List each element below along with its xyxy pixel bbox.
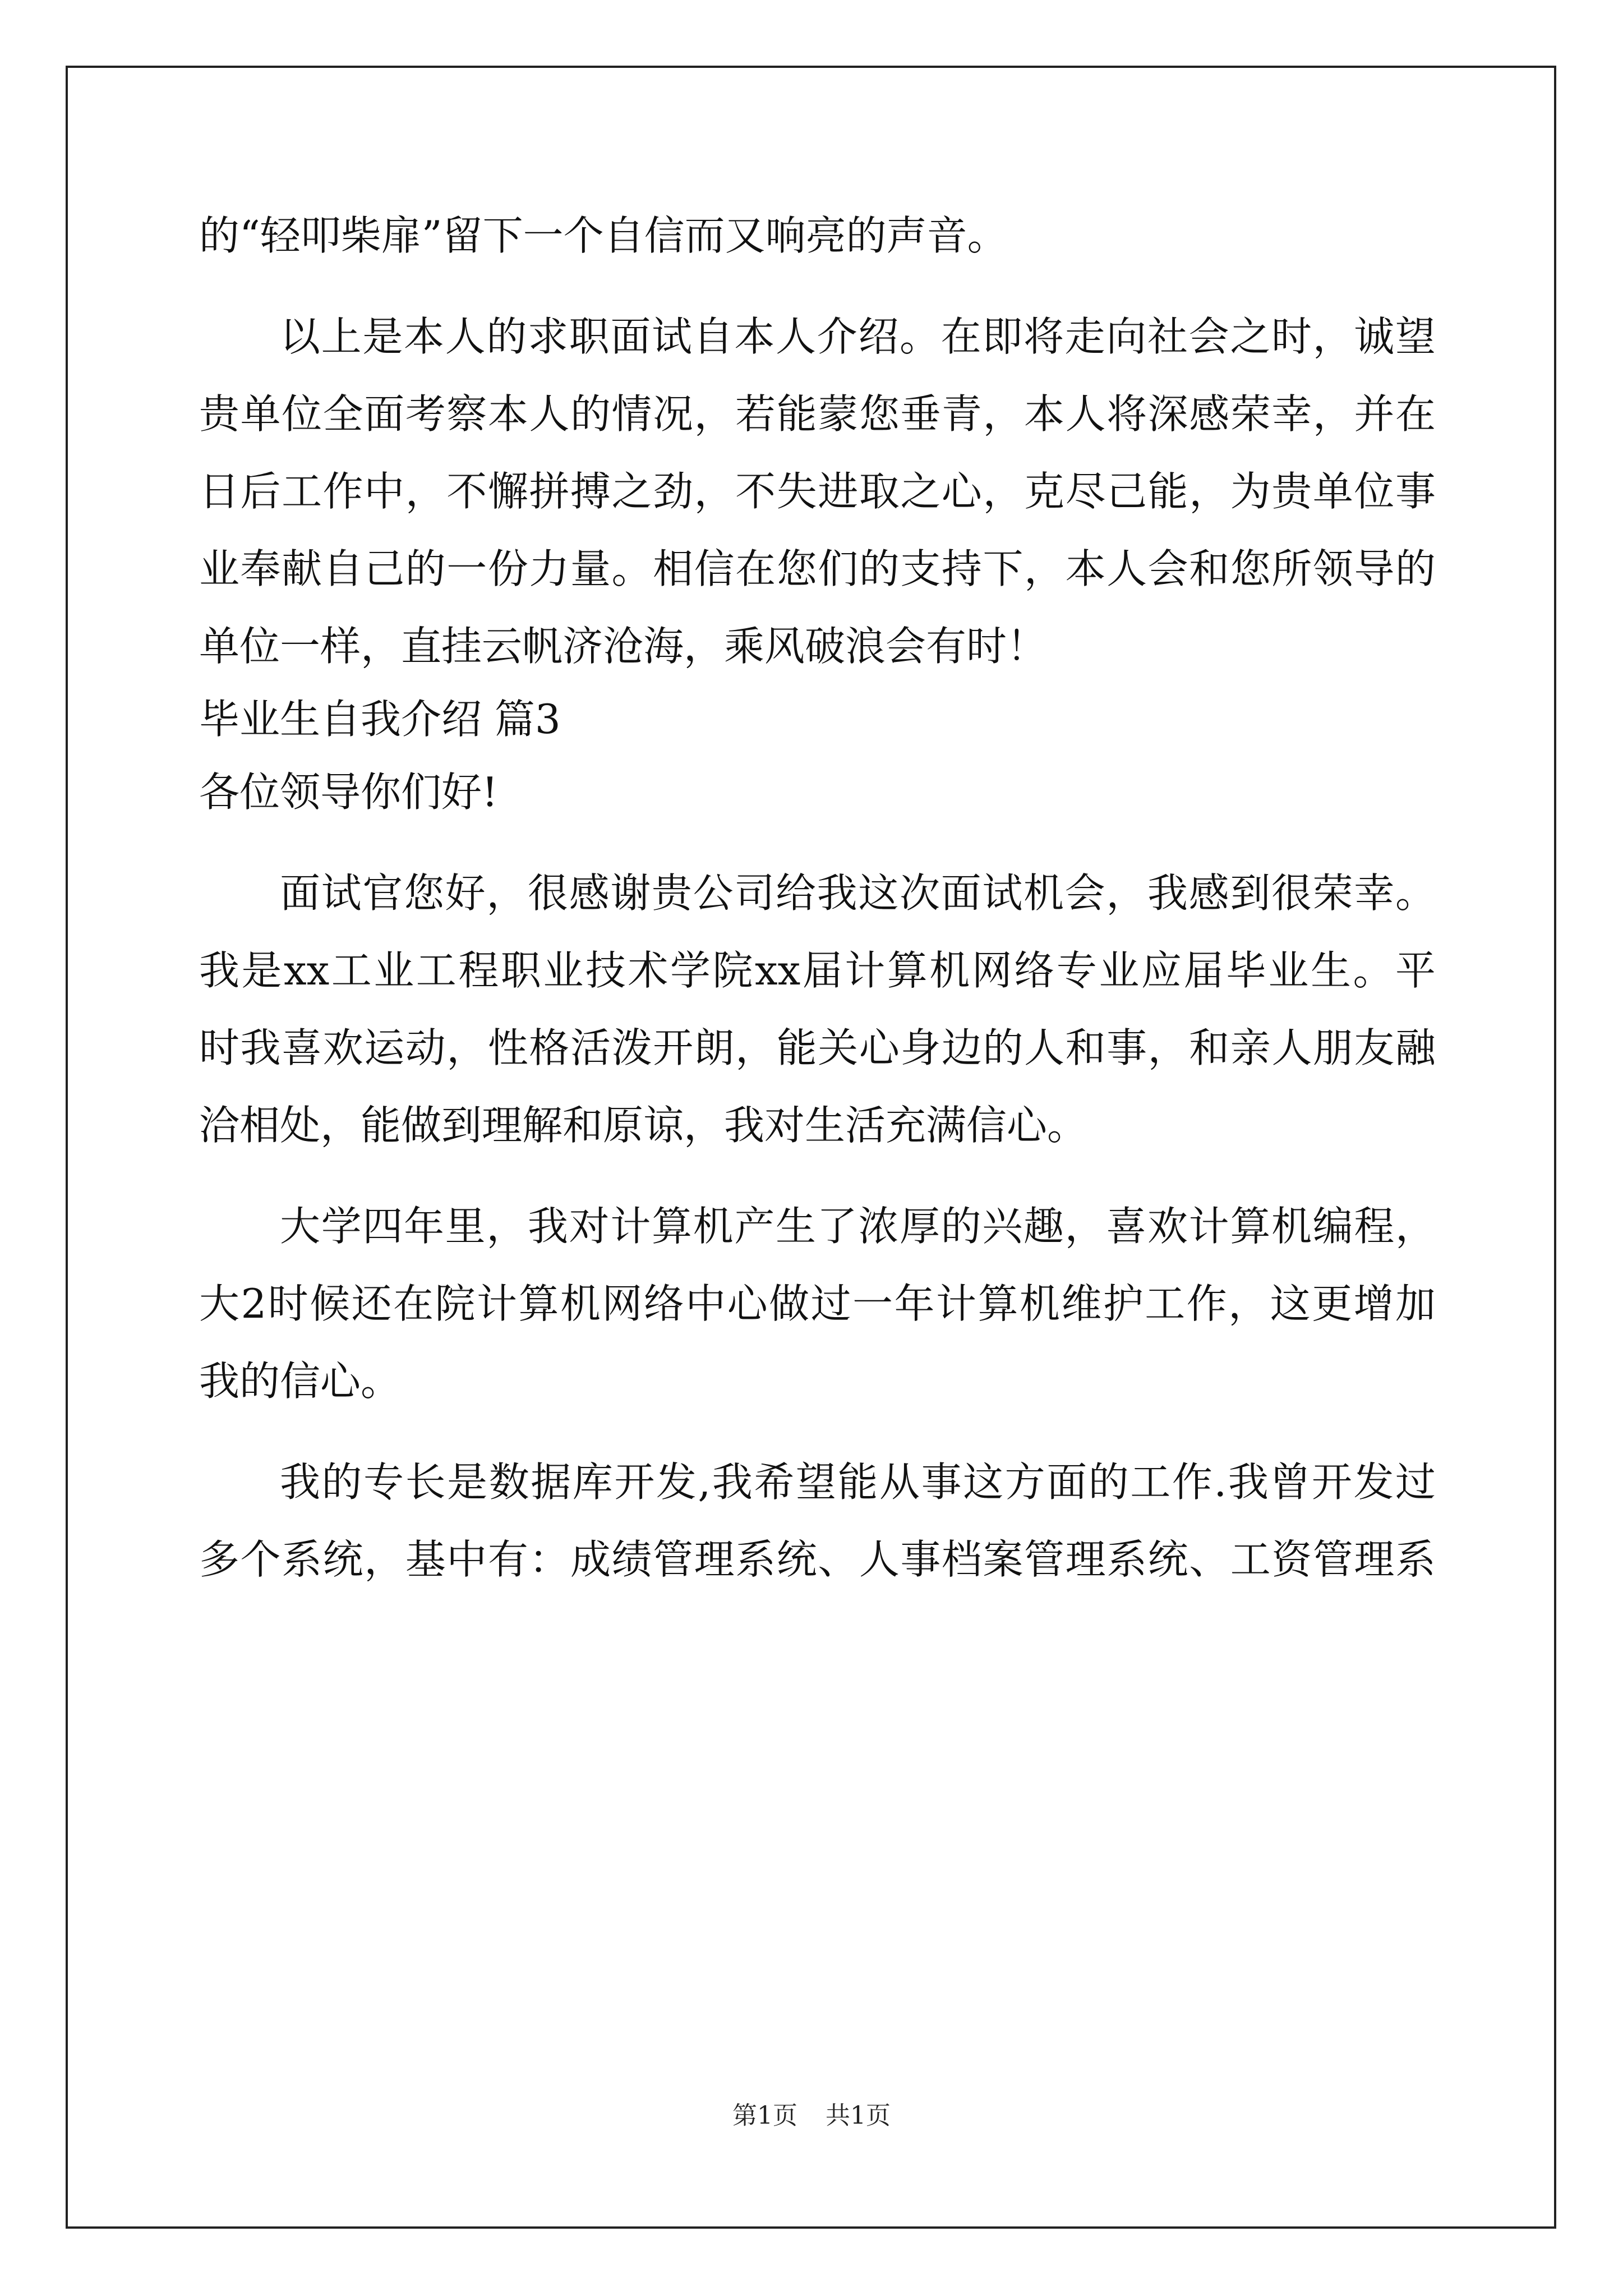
text-line: 以上是本人的求职面试自本人介绍。在即将走向社会之时，诚望 (280, 313, 1436, 360)
text-line: 时我喜欢运动，性格活泼开朗，能关心身边的人和事，和亲人朋友融 (199, 1024, 1436, 1071)
text-line: 大2时候还在院计算机网络中心做过一年计算机维护工作，这更增加 (199, 1280, 1436, 1327)
text-line: 我的信心。 (199, 1358, 402, 1405)
paragraph-intro (199, 857, 1436, 1162)
text-line: 我是xx工业工程职业技术学院xx届计算机网络专业应届毕业生。平 (199, 947, 1436, 994)
page-total: 共1页 (826, 2101, 891, 2130)
document-body (199, 199, 1436, 1596)
text-line: 的“轻叩柴扉”留下一个自信而又响亮的声音。 (199, 212, 1008, 259)
text-line: 大学四年里，我对计算机产生了浓厚的兴趣，喜欢计算机编程， (280, 1203, 1436, 1250)
text-line: 面试官您好，很感谢贵公司给我这次面试机会，我感到很荣幸。 (280, 869, 1436, 917)
paragraph-closing-2 (199, 300, 1436, 683)
text-line: 单位一样，直挂云帆济沧海，乘风破浪会有时！ (199, 623, 1048, 670)
page-number: 第1页 (732, 2101, 797, 2130)
text-line: 多个系统，基中有：成绩管理系统、人事档案管理系统、工资管理系 (199, 1536, 1436, 1583)
paragraph-specialty (199, 1446, 1436, 1596)
text-line: 贵单位全面考察本人的情况，若能蒙您垂青，本人将深感荣幸，并在 (199, 390, 1436, 438)
text-line: 我的专长是数据库开发,我希望能从事这方面的工作.我曾开发过 (280, 1458, 1436, 1506)
paragraph-university (199, 1190, 1436, 1418)
text-line: 洽相处，能做到理解和原谅，我对生活充满信心。 (199, 1102, 1088, 1149)
page-footer (0, 2095, 1623, 2131)
text-line: 日后工作中，不懈拼搏之劲，不失进取之心，克尽己能，为贵单位事 (199, 468, 1436, 515)
greeting: 各位领导你们好! (199, 769, 498, 816)
paragraph-closing-1 (199, 199, 1436, 272)
text-line: 业奉献自己的一份力量。相信在您们的支持下，本人会和您所领导的 (199, 545, 1436, 592)
section-heading: 毕业生自我介绍 篇3 (199, 696, 561, 743)
